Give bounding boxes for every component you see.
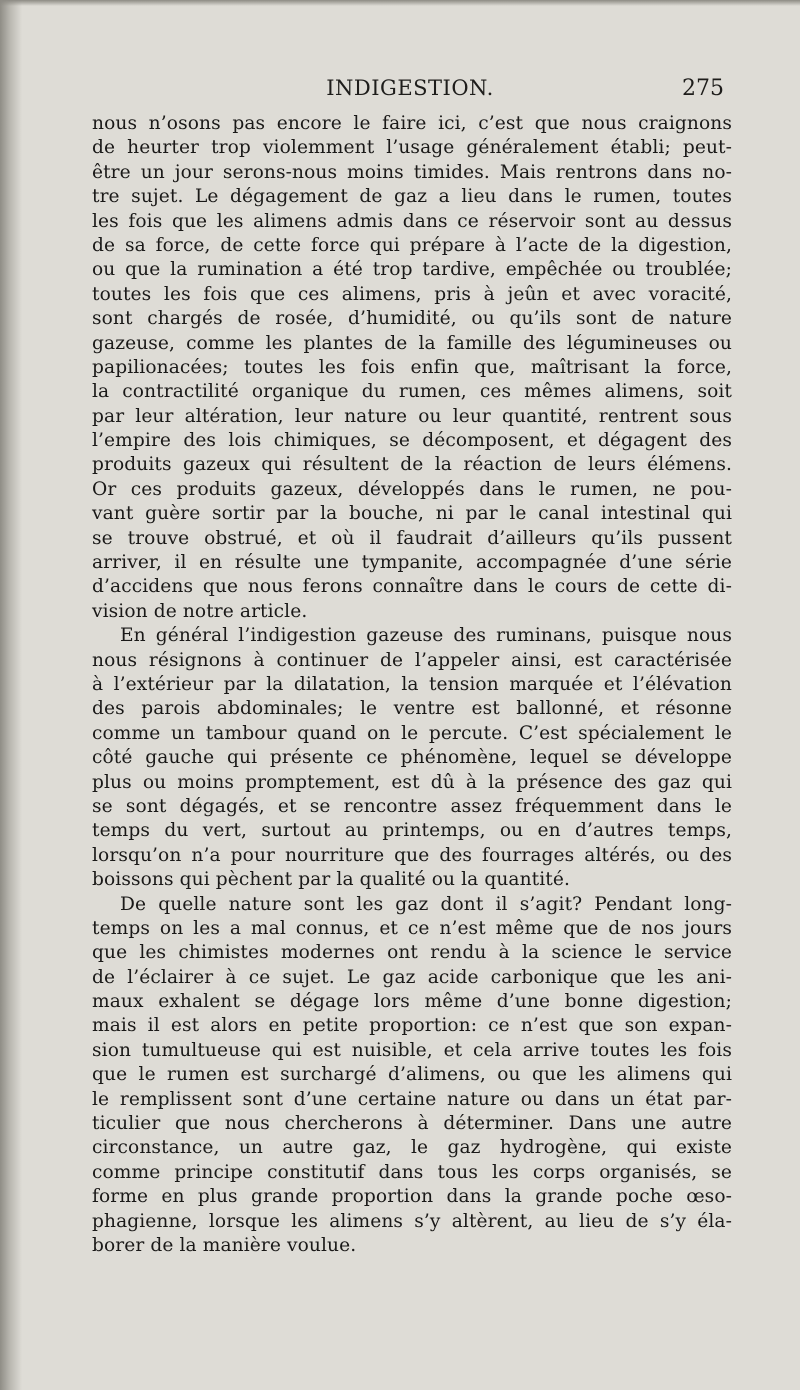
text-line: produits gazeux qui résultent de la réaction de leurs élémens.	[92, 454, 732, 476]
text-line: temps on les a mal connus, et ce n’est même que de nos jours	[92, 917, 732, 939]
text-line: les fois que les alimens admis dans ce réservoir sont au dessus	[92, 210, 732, 232]
text-line: de sa force, de cette force qui prépare à l’acte de la digestion,	[92, 234, 732, 256]
text-line: comme principe constitutif dans tous les corps organisés, se	[92, 1161, 732, 1183]
text-line: côté gauche qui présente ce phénomène, lequel se développe	[92, 747, 732, 769]
text-line: d’accidens que nous ferons connaître dans le cours de cette di-	[92, 576, 732, 598]
text-line: De quelle nature sont les gaz dont il s’agit? Pendant long-	[120, 893, 732, 915]
text-line: gazeuse, comme les plantes de la famille des légumineuses ou	[92, 332, 732, 354]
page-number: 275	[682, 76, 724, 101]
text-line: ou que la rumination a été trop tardive, empêchée ou troublée;	[92, 259, 732, 281]
text-line: l’empire des lois chimiques, se décomposent, et dégagent des	[92, 430, 732, 452]
text-line: toutes les fois que ces alimens, pris à jeûn et avec voracité,	[92, 283, 732, 305]
binding-shadow	[0, 0, 22, 1390]
text-line: Or ces produits gazeux, développés dans le rumen, ne pou-	[92, 478, 732, 500]
text-line: circonstance, un autre gaz, le gaz hydrogène, qui existe	[92, 1137, 732, 1159]
body-text	[92, 112, 732, 1258]
running-title: INDIGESTION.	[326, 76, 494, 100]
text-line: ticulier que nous chercherons à déterminer. Dans une autre	[92, 1113, 732, 1135]
text-line: mais il est alors en petite proportion: ce n’est que son expan-	[92, 1015, 732, 1037]
text-line: forme en plus grande proportion dans la grande poche œso-	[92, 1186, 732, 1208]
running-head	[92, 76, 728, 106]
text-line: borer de la manière voulue.	[92, 1234, 357, 1256]
text-line: sont chargés de rosée, d’humidité, ou qu’ils sont de nature	[92, 308, 732, 330]
text-line: En général l’indigestion gazeuse des ruminans, puisque nous	[120, 625, 732, 647]
text-line: nous n’osons pas encore le faire ici, c’est que nous craignons	[92, 113, 732, 134]
text-line: papilionacées; toutes les fois enfin que, maîtrisant la force,	[92, 356, 732, 378]
text-line: à l’extérieur par la dilatation, la tension marquée et l’élévation	[92, 673, 732, 695]
text-line: des parois abdominales; le ventre est ballonné, et résonne	[92, 698, 732, 720]
text-line: par leur altération, leur nature ou leur quantité, rentrent sous	[92, 405, 732, 427]
text-line: phagienne, lorsque les alimens s’y altèrent, au lieu de s’y éla-	[92, 1210, 732, 1232]
text-line: tre sujet. Le dégagement de gaz a lieu dans le rumen, toutes	[92, 186, 732, 208]
text-line: comme un tambour quand on le percute. C’est spécialement le	[92, 722, 732, 744]
text-line: se sont dégagés, et se rencontre assez fréquemment dans le	[92, 795, 732, 817]
text-line: temps du vert, surtout au printemps, ou en d’autres temps,	[92, 820, 732, 842]
text-line: nous résignons à continuer de l’appeler ainsi, est caractérisée	[92, 649, 732, 671]
page-top-edge	[0, 0, 800, 6]
text-line: de l’éclairer à ce sujet. Le gaz acide carbonique que les ani-	[92, 966, 732, 988]
text-line: boissons qui pèchent par la qualité ou la quantité.	[92, 869, 570, 891]
text-line: se trouve obstrué, et où il faudrait d’ailleurs qu’ils pussent	[92, 527, 732, 549]
text-line: la contractilité organique du rumen, ces mêmes alimens, soit	[92, 381, 732, 403]
text-line: lorsqu’on n’a pour nourriture que des fourrages altérés, ou des	[92, 844, 732, 866]
text-line: de heurter trop violemment l’usage généralement établi; peut-	[92, 137, 732, 159]
text-line: maux exhalent se dégage lors même d’une bonne digestion;	[92, 991, 732, 1013]
text-line: être un jour serons-nous moins timides. Mais rentrons dans no-	[92, 161, 732, 183]
text-line: que les chimistes modernes ont rendu à la science le service	[92, 942, 732, 964]
text-line: que le rumen est surchargé d’alimens, ou que les alimens qui	[92, 1064, 732, 1086]
text-line: le remplissent sont d’une certaine nature ou dans un état par-	[92, 1088, 732, 1110]
text-line: arriver, il en résulte une tympanite, accompagnée d’une série	[92, 552, 732, 574]
text-line: plus ou moins promptement, est dû à la présence des gaz qui	[92, 771, 732, 793]
text-line: vision de notre article.	[92, 600, 308, 622]
text-line: vant guère sortir par la bouche, ni par le canal intestinal qui	[92, 503, 732, 525]
text-line: sion tumultueuse qui est nuisible, et cela arrive toutes les fois	[92, 1039, 732, 1061]
